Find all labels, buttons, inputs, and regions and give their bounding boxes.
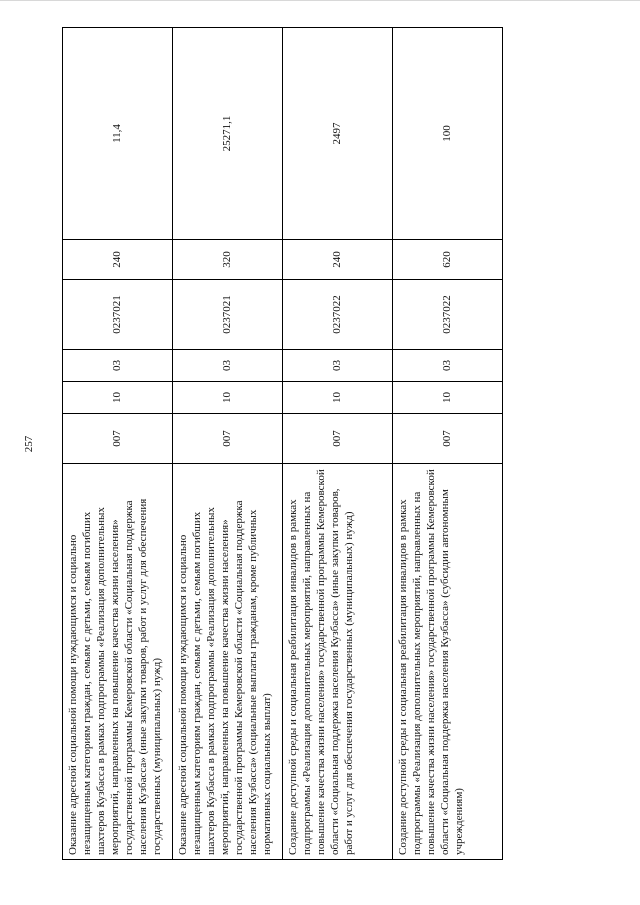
section-cell: 10	[63, 382, 173, 414]
table-row	[393, 28, 503, 860]
subsection-cell: 03	[63, 350, 173, 382]
section-cell: 10	[393, 382, 503, 414]
section-cell: 10	[283, 382, 393, 414]
description-cell: Оказание адресной социальной помощи нуждающимся и социально незащищенным категориям граждан, семьям с детьми, семьям погибших шахтеров Кузбасса в рамках подпрограммы «Реализация дополнительных мероприятий, направленных на повышение качества жизни населения» государственной программы Кемеровской области «Социальная поддержка населения Кузбасса» (иные закупки товаров, работ и услуг для обеспечения государственных (муниципальных) нужд)	[63, 464, 173, 860]
description-cell: Оказание адресной социальной помощи нуждающимся и социально незащищенным категориям граждан, семьям с детьми, семьям погибших шахтеров Кузбасса в рамках подпрограммы «Реализация дополнительных мероприятий, направленных на повышение качества жизни населения» государственной программы Кемеровской области «Социальная поддержка населения Кузбасса» (социальные выплаты гражданам, кроме публичных нормативных социальных выплат)	[173, 464, 283, 860]
expense-type-cell: 240	[283, 240, 393, 280]
amount-cell: 100	[393, 28, 503, 240]
expense-type-cell: 240	[63, 240, 173, 280]
ministry-code-cell: 007	[63, 414, 173, 464]
ministry-code-cell: 007	[283, 414, 393, 464]
section-cell: 10	[173, 382, 283, 414]
description-cell: Создание доступной среды и социальная реабилитация инвалидов в рамках подпрограммы «Реализация дополнительных мероприятий, направленных на повышение качества жизни населения» государственной программы Кемеровской области «Социальная поддержка населения Кузбасса» (субсидии автономным учреждениям)	[393, 464, 503, 860]
rotated-table-container	[62, 28, 502, 860]
subsection-cell: 03	[393, 350, 503, 382]
amount-cell: 25271,1	[173, 28, 283, 240]
table-row	[283, 28, 393, 860]
budget-table	[62, 27, 503, 860]
target-article-cell: 0237021	[63, 280, 173, 350]
table-row	[63, 28, 173, 860]
amount-cell: 11,4	[63, 28, 173, 240]
expense-type-cell: 320	[173, 240, 283, 280]
target-article-cell: 0237022	[393, 280, 503, 350]
ministry-code-cell: 007	[173, 414, 283, 464]
expense-type-cell: 620	[393, 240, 503, 280]
subsection-cell: 03	[173, 350, 283, 382]
ministry-code-cell: 007	[393, 414, 503, 464]
description-cell: Создание доступной среды и социальная реабилитация инвалидов в рамках подпрограммы «Реализация дополнительных мероприятий, направленных на повышение качества жизни населения» государственной программы Кемеровской области «Социальная поддержка населения Кузбасса» (иные закупки товаров, работ и услуг для обеспечения государственных (муниципальных) нужд)	[283, 464, 393, 860]
target-article-cell: 0237022	[283, 280, 393, 350]
page-number: 257	[23, 435, 35, 453]
target-article-cell: 0237021	[173, 280, 283, 350]
subsection-cell: 03	[283, 350, 393, 382]
amount-cell: 2497	[283, 28, 393, 240]
top-border-line	[0, 0, 640, 1]
table-row	[173, 28, 283, 860]
